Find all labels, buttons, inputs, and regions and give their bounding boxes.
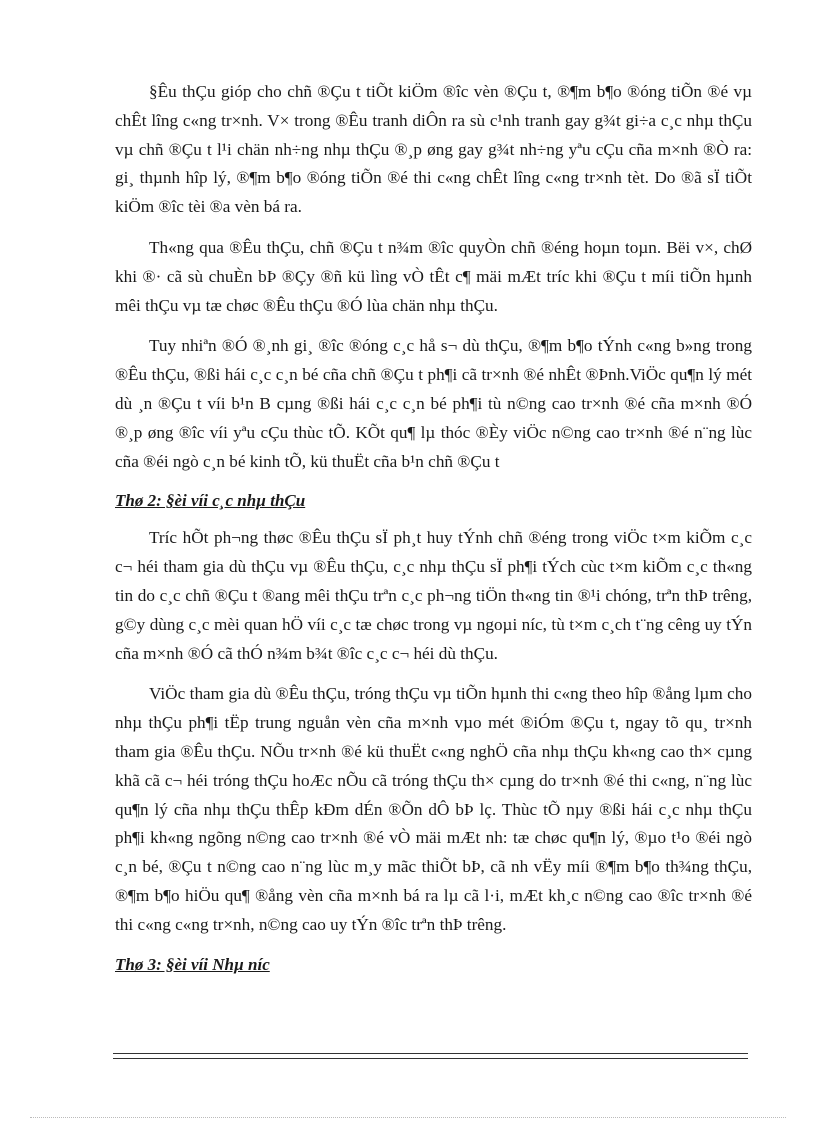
paragraph-contractors-2: ViÖc tham gia dù ®Êu thÇu, tróng thÇu vµ tiÕn hµnh thi c«ng theo hîp ®ång lµm cho nhµ thÇu ph¶i tËp trung nguån vèn cña m×nh vµo mét ®iÓm ®Çu t, ngay tõ qu¸ tr×nh tham gia ®Êu thÇu. NÕu tr×nh ®é kü thuËt c«ng nghÖ cña nhµ thÇu kh«ng cao th× cµng khã cã c¬ héi tróng thÇu hoÆc nÕu cã tróng thÇu th× cµng do tr×nh ®é thi c«ng, n¨ng lùc qu¶n lý cña nhµ thÇu thÊp kÐm dÉn ®Õn dÔ bÞ lç. Thùc tÕ nµy ®ßi hái c¸c nhµ thÇu ph¶i kh«ng ngõng n©ng cao tr×nh ®é vÒ mäi mÆt nh: tæ chøc qu¶n lý, ®µo t¹o ®éi ngò c¸n bé, ®Çu t n©ng cao n¨ng lùc m¸y mãc thiÕt bÞ, cã nh vËy míi ®¶m b¶o th¾ng thÇu, ®¶m b¶o hiÖu qu¶ ®ång vèn cña m×nh bá ra lµ cã l·i, mÆt kh¸c n©ng cao ®îc tr×nh ®é thi c«ng c«ng tr×nh, n©ng cao uy tÝn ®îc trªn thÞ trêng. [115, 684, 752, 934]
paragraph-contractors-1: Tríc hÕt ph¬ng thøc ®Êu thÇu sÏ ph¸t huy tÝnh chñ ®éng trong viÖc t×m kiÕm c¸c c¬ héi tham gia dù thÇu vµ ®Êu thÇu, c¸c nhµ thÇu sÏ ph¶i tÝch cùc t×m kiÕm c¸c th«ng tin do c¸c chñ ®Çu t ®ang mêi thÇu trªn c¸c ph¬ng tiÖn th«ng tin ®¹i chóng, trªn thÞ trêng, g©y dùng c¸c mèi quan hÖ víi c¸c tæ chøc trong vµ ngoµi níc, tù t×m c¸ch t¨ng cêng uy tÝn cña m×nh ®Ó cã thÓ n¾m b¾t ®îc c¸c c¬ héi dù thÇu. [115, 528, 752, 663]
footer-rule-bottom [113, 1058, 748, 1059]
paragraph-benefit-investor-1: §Êu thÇu gióp cho chñ ®Çu t tiÕt kiÖm ®îc vèn ®Çu t, ®¶m b¶o ®óng tiÕn ®é vµ chÊt lîng c«ng tr×nh. V× trong ®Êu tranh diÔn ra sù c¹nh tranh gay g¾t gi÷a c¸c nhµ thÇu vµ chñ ®Çu t l¹i chän nh÷ng nhµ thÇu ®¸p øng gay g¾t nh÷ng yªu cÇu cña m×nh ®Ò ra: gi¸ thµnh hîp lý, ®¶m b¶o ®óng tiÕn ®é thi c«ng chÊt lîng c«ng tr×nh tèt. Do ®ã sÏ tiÕt kiÖm ®îc tèi ®a vèn bá ra. [115, 82, 752, 217]
section-heading-state: Thø 3: §èi víi Nhµ níc [115, 954, 270, 974]
section-heading-contractors: Thø 2: §èi víi c¸c nhµ thÇu [115, 491, 306, 511]
footer-rule-top [113, 1053, 748, 1054]
document-body [115, 78, 752, 988]
paragraph-benefit-investor-2: Th«ng qua ®Êu thÇu, chñ ®Çu t n¾m ®îc quyÒn chñ ®éng hoµn toµn. Bëi v×, chØ khi ®· cã sù chuÈn bÞ ®Çy ®ñ kü lìng vÒ tÊt c¶ mäi mÆt tríc khi ®Çu t míi tiÕn hµnh mêi thÇu vµ tæ chøc ®Êu thÇu ®Ó lùa chän nhµ thÇu. [115, 237, 752, 315]
paragraph-benefit-investor-3: Tuy nhiªn ®Ó ®¸nh gi¸ ®îc ®óng c¸c hå s¬ dù thÇu, ®¶m b¶o tÝnh c«ng b»ng trong ®Êu thÇu, ®ßi hái c¸c c¸n bé cña chñ ®Çu t ph¶i cã tr×nh ®é nhÊt ®Þnh.ViÖc qu¶n lý mét dù ¸n ®Çu t víi b¹n B cµng ®ßi hái c¸c c¸n bé ph¶i tù n©ng cao tr×nh ®é cña m×nh ®Ó ®¸p øng ®îc víi yªu cÇu thùc tÕ. KÕt qu¶ lµ thóc ®Èy viÖc n©ng cao tr×nh ®é n¨ng lùc cña ®éi ngò c¸n bé kinh tÕ, kü thuËt cña b¹n chñ ®Çu t [115, 336, 752, 471]
page-bottom-dotted-border [30, 1117, 786, 1118]
